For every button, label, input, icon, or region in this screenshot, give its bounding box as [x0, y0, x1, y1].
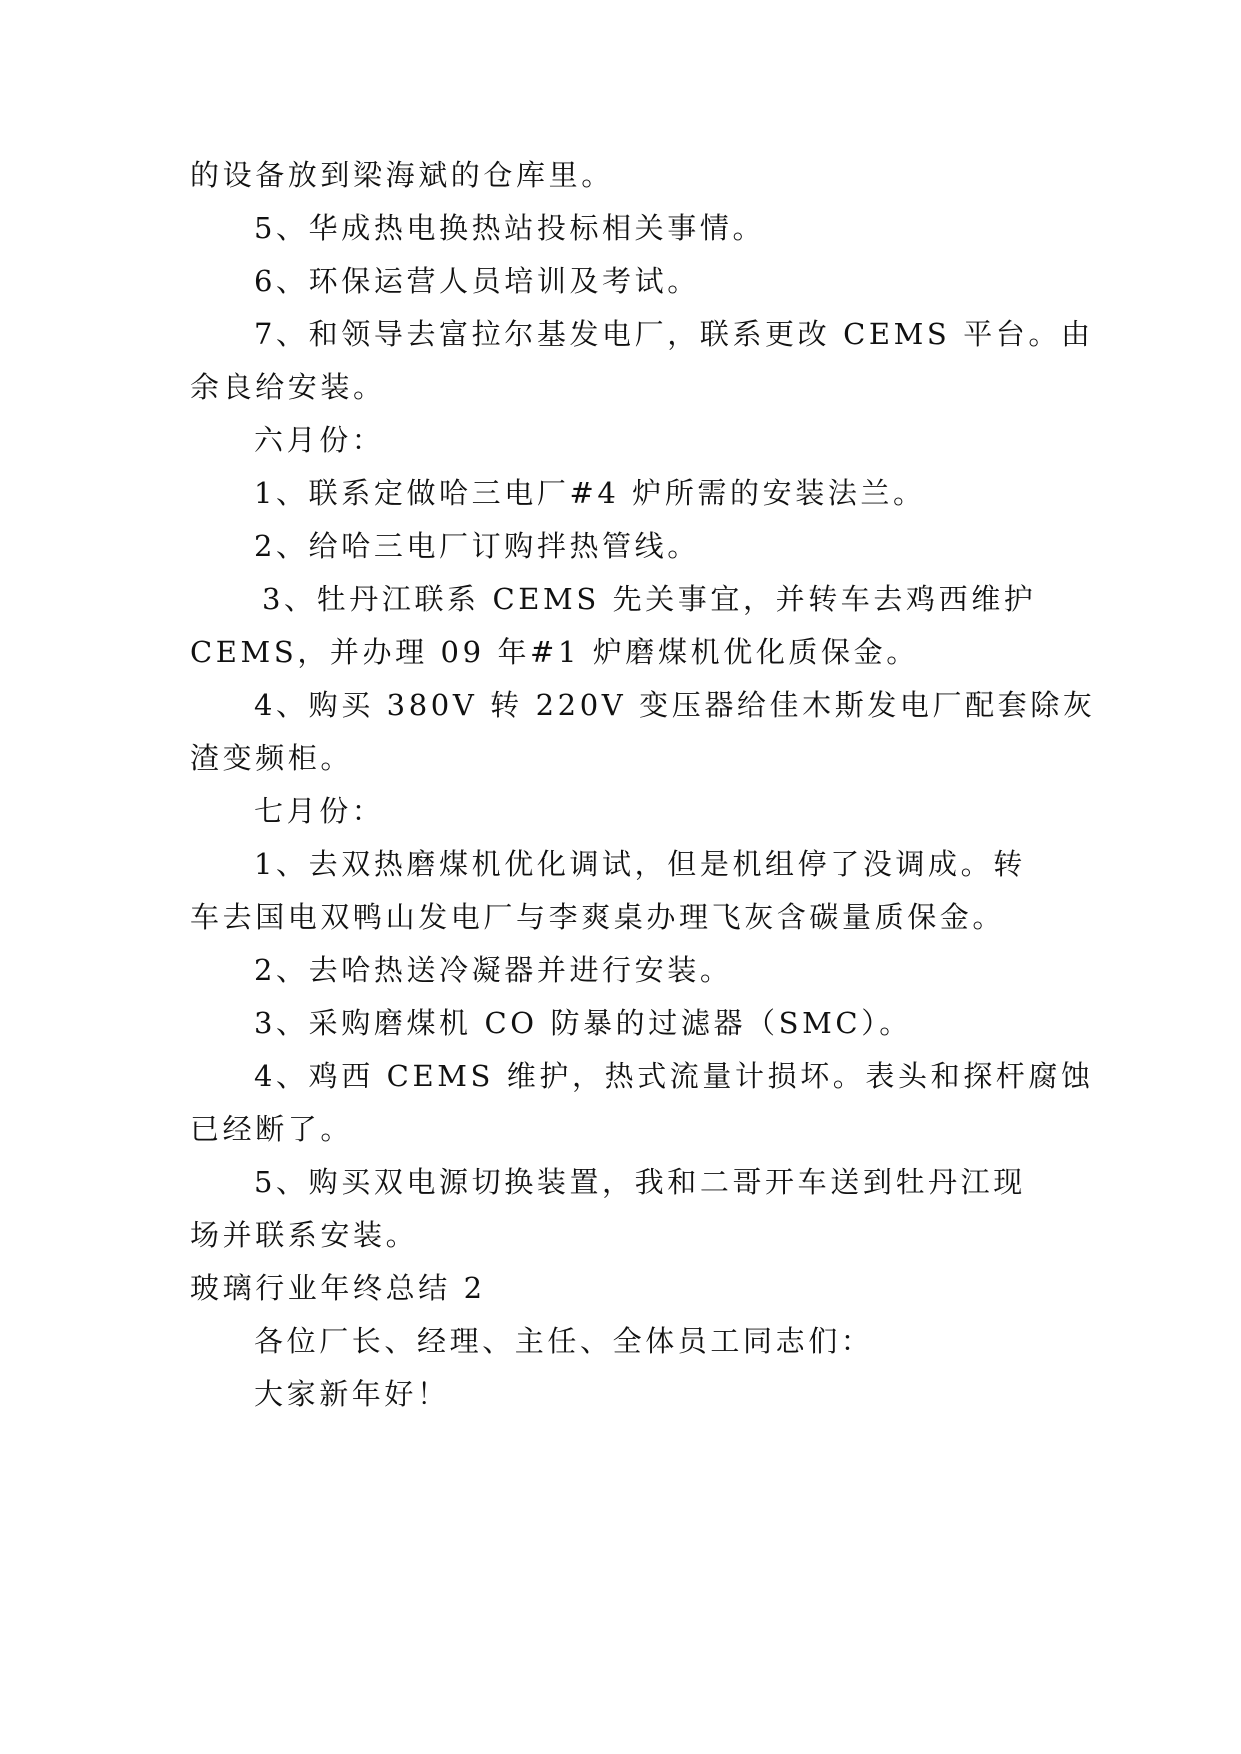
list-item-june-4: 4、购买 380V 转 220V 变压器给佳木斯发电厂配套除灰: [254, 688, 1096, 722]
list-item-june-4-continuation: 渣变频柜。: [190, 741, 354, 775]
list-item-july-4: 4、鸡西 CEMS 维护，热式流量计损坏。表头和探杆腐蚀: [254, 1059, 1094, 1093]
list-item-june-3-continuation: CEMS，并办理 09 年#1 炉磨煤机优化质保金。: [190, 635, 919, 669]
list-item-may-5: 5、华成热电换热站投标相关事情。: [254, 211, 766, 245]
section-heading-july: 七月份：: [254, 794, 385, 828]
list-item-may-6: 6、环保运营人员培训及考试。: [254, 264, 700, 298]
list-item-july-2: 2、去哈热送冷凝器并进行安装。: [254, 953, 733, 987]
text-line-continuation: 的设备放到梁海斌的仓库里。: [190, 158, 614, 192]
list-item-july-5-continuation: 场并联系安装。: [190, 1218, 419, 1252]
greeting: 大家新年好！: [254, 1377, 450, 1411]
list-item-june-1: 1、联系定做哈三电厂#4 炉所需的安装法兰。: [254, 476, 926, 510]
list-item-may-7: 7、和领导去富拉尔基发电厂，联系更改 CEMS 平台。由: [254, 317, 1094, 351]
list-item-july-4-continuation: 已经断了。: [190, 1112, 354, 1146]
list-item-july-1: 1、去双热磨煤机优化调试，但是机组停了没调成。转: [254, 847, 1026, 881]
list-item-july-1-continuation: 车去国电双鸭山发电厂与李爽桌办理飞灰含碳量质保金。: [190, 900, 1006, 934]
list-item-may-7-continuation: 余良给安装。: [190, 370, 386, 404]
section-heading-june: 六月份：: [254, 423, 385, 457]
article-title: 玻璃行业年终总结 2: [190, 1271, 486, 1305]
salutation: 各位厂长、经理、主任、全体员工同志们：: [254, 1324, 874, 1358]
list-item-june-2: 2、给哈三电厂订购拌热管线。: [254, 529, 700, 563]
list-item-july-3: 3、采购磨煤机 CO 防暴的过滤器（SMC）。: [254, 1006, 912, 1040]
list-item-june-3: 3、牡丹江联系 CEMS 先关事宜，并转车去鸡西维护: [262, 582, 1037, 616]
list-item-july-5: 5、购买双电源切换装置，我和二哥开车送到牡丹江现: [254, 1165, 1026, 1199]
